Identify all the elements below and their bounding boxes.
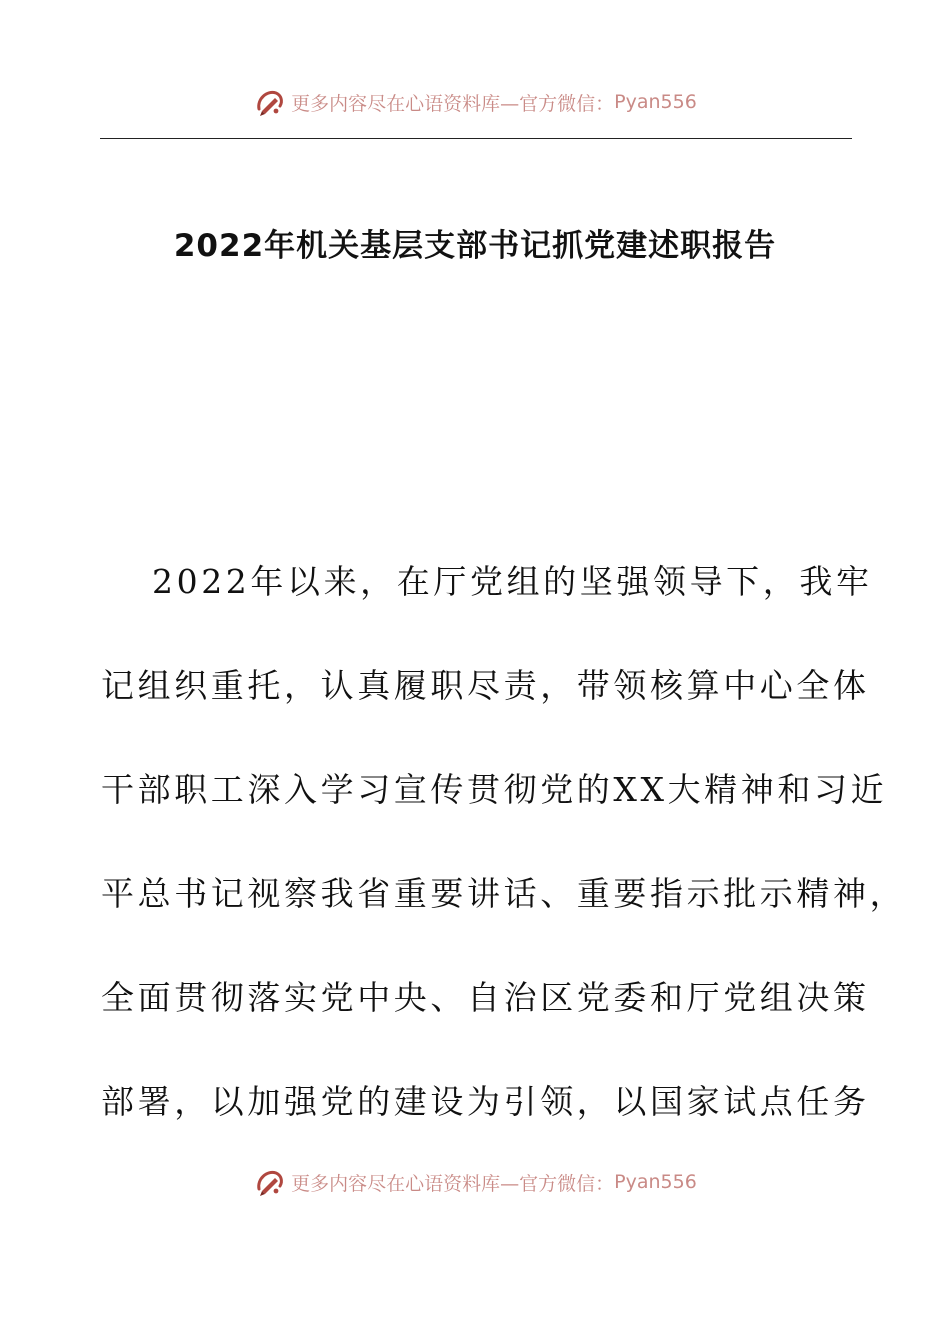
watermark-text: 更多内容尽在心语资料库—官方微信：: [291, 92, 615, 115]
watermark-wechat-id: Pyan556: [614, 91, 697, 113]
body-line-4: 平总书记视察我省重要讲话、重要指示批示精神，: [101, 874, 907, 913]
body-line-3: 干部职工深入学习宣传贯彻党的XX大精神和习近: [101, 770, 888, 809]
footer-watermark: [0, 1162, 950, 1202]
header-watermark: [0, 82, 950, 122]
watermark-wechat-id: Pyan556: [614, 1171, 697, 1193]
body-line-2: 记组织重托，认真履职尽责，带领核算中心全体: [101, 666, 870, 705]
body-line-1: 2022年以来，在厅党组的坚强领导下，我牢: [152, 562, 873, 601]
body-line-6: 部署，以加强党的建设为引领，以国家试点任务: [101, 1082, 870, 1121]
watermark-text: 更多内容尽在心语资料库—官方微信：: [291, 1172, 615, 1195]
pen-logo-icon: [253, 85, 287, 119]
pen-logo-icon: [253, 1165, 287, 1199]
body-line-5: 全面贯彻落实党中央、自治区党委和厅党组决策: [101, 978, 870, 1017]
header-divider: [100, 138, 852, 139]
document-title: 2022年机关基层支部书记抓党建述职报告: [173, 228, 777, 264]
